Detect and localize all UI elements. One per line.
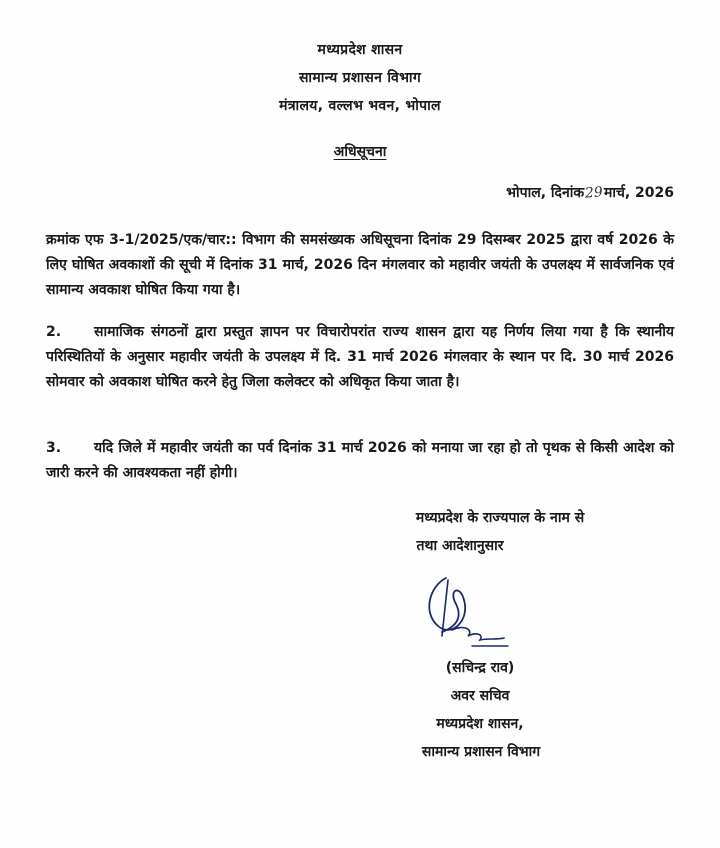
paragraph-3-number: 3. [46,440,62,456]
document-title-text: अधिसूचना [333,144,387,160]
paragraph-2 [46,320,674,395]
department-name: सामान्य प्रशासन विभाग [298,70,422,86]
paragraph-1-text: क्रमांक एफ 3-1/2025/एक/चार:: विभाग की समसंख्यक अधिसूचना दिनांक 29 दिसम्बर 2025 द्वारा वर्ष 2026 के लिए घोषित अवकाशों की सूची में दिनांक 31 मार्च, 2026 दिन मंगलवार को महावीर जयंती के उपलक्ष्य में सार्वजनिक एवं सामान्य अवकाश घोषित किया गया है। [46,232,674,298]
paragraph-3 [46,436,674,486]
handwritten-signature [412,560,532,656]
paragraph-3-text: यदि जिले में महावीर जयंती का पर्व दिनांक 31 मार्च 2026 को मनाया जा रहा हो तो पृथक से किसी आदेश को जारी करने की आवश्यकता नहीं होगी। [46,440,674,481]
document-title [0,142,720,161]
authority-line-2: तथा आदेशानुसार [416,538,504,554]
dateline [506,183,674,202]
signatory-designation: अवर सचिव [450,688,510,704]
office-address: मंत्रालय, वल्लभ भवन, भोपाल [279,98,441,114]
signatory-org-1: मध्यप्रदेश शासन, [436,716,524,732]
signatory-org-2: सामान्य प्रशासन विभाग [421,744,541,760]
handwritten-date-day: 29 [584,184,604,202]
dateline-prefix: भोपाल, दिनांक [506,185,585,201]
paragraph-1 [46,228,674,303]
authority-line-1: मध्यप्रदेश के राज्यपाल के नाम से [415,510,585,526]
paragraph-2-number: 2. [46,324,62,340]
dateline-suffix: मार्च, 2026 [603,185,674,201]
govt-name: मध्यप्रदेश शासन [317,42,403,58]
paragraph-2-text: सामाजिक संगठनों द्वारा प्रस्तुत ज्ञापन पर विचारोपरांत राज्य शासन द्वारा यह निर्णय लिया गया है कि स्थानीय परिस्थितियों के अनुसार महावीर जयंती के उपलक्ष्य में दि. 31 मार्च 2026 मंगलवार के स्थान पर दि. 30 मार्च 2026 सोमवार को अवकाश घोषित करने हेतु जिला कलेक्टर को अधिकृत किया जाता है। [46,324,674,390]
signatory-name: (सचिन्द्र राव) [445,660,515,676]
